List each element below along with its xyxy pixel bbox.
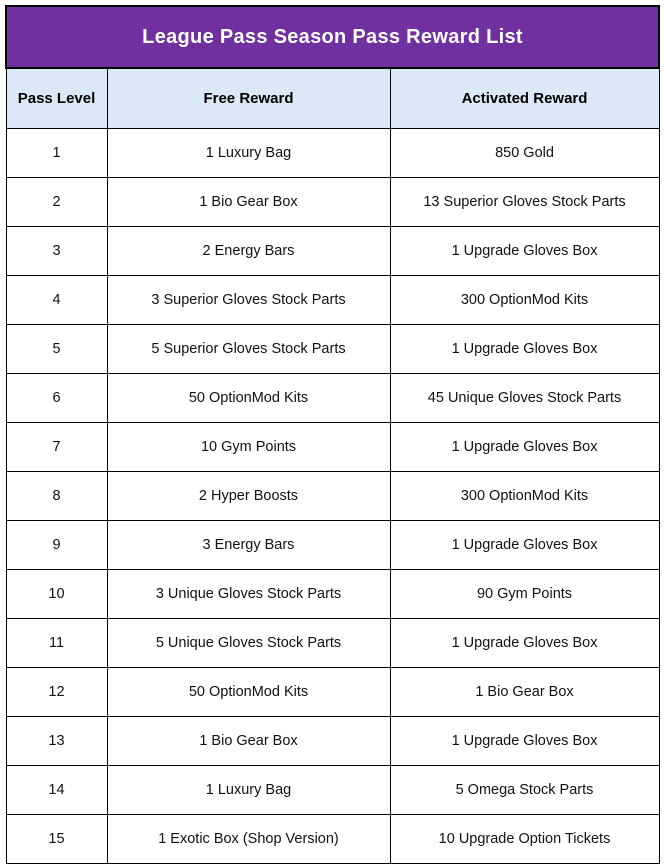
cell-free-reward: 2 Energy Bars (107, 227, 390, 276)
cell-pass-level: 1 (6, 129, 107, 178)
cell-activated-reward: 10 Upgrade Option Tickets (390, 815, 659, 864)
table-row (6, 178, 659, 227)
table-row (6, 325, 659, 374)
cell-activated-reward: 45 Unique Gloves Stock Parts (390, 374, 659, 423)
table-row (6, 570, 659, 619)
cell-pass-level: 15 (6, 815, 107, 864)
table-row (6, 129, 659, 178)
cell-pass-level: 5 (6, 325, 107, 374)
table-row (6, 766, 659, 815)
cell-activated-reward: 300 OptionMod Kits (390, 276, 659, 325)
cell-free-reward: 3 Unique Gloves Stock Parts (107, 570, 390, 619)
cell-free-reward: 10 Gym Points (107, 423, 390, 472)
cell-free-reward: 1 Luxury Bag (107, 129, 390, 178)
table-row (6, 521, 659, 570)
cell-free-reward: 1 Bio Gear Box (107, 717, 390, 766)
cell-free-reward: 50 OptionMod Kits (107, 374, 390, 423)
table-row (6, 619, 659, 668)
table-row (6, 276, 659, 325)
cell-activated-reward: 1 Upgrade Gloves Box (390, 717, 659, 766)
cell-pass-level: 9 (6, 521, 107, 570)
cell-free-reward: 5 Superior Gloves Stock Parts (107, 325, 390, 374)
header-activated-reward: Activated Reward (390, 68, 659, 129)
cell-pass-level: 12 (6, 668, 107, 717)
reward-table-container (5, 5, 658, 864)
cell-activated-reward: 1 Upgrade Gloves Box (390, 619, 659, 668)
cell-free-reward: 3 Energy Bars (107, 521, 390, 570)
table-row (6, 472, 659, 521)
cell-free-reward: 1 Bio Gear Box (107, 178, 390, 227)
cell-activated-reward: 1 Bio Gear Box (390, 668, 659, 717)
cell-pass-level: 13 (6, 717, 107, 766)
cell-pass-level: 4 (6, 276, 107, 325)
cell-activated-reward: 1 Upgrade Gloves Box (390, 325, 659, 374)
cell-free-reward: 3 Superior Gloves Stock Parts (107, 276, 390, 325)
cell-pass-level: 6 (6, 374, 107, 423)
cell-pass-level: 8 (6, 472, 107, 521)
cell-free-reward: 1 Luxury Bag (107, 766, 390, 815)
cell-activated-reward: 13 Superior Gloves Stock Parts (390, 178, 659, 227)
cell-free-reward: 50 OptionMod Kits (107, 668, 390, 717)
table-row (6, 423, 659, 472)
cell-activated-reward: 850 Gold (390, 129, 659, 178)
cell-pass-level: 3 (6, 227, 107, 276)
cell-pass-level: 10 (6, 570, 107, 619)
cell-activated-reward: 1 Upgrade Gloves Box (390, 227, 659, 276)
reward-table (5, 5, 660, 864)
title-row (6, 6, 659, 68)
table-title: League Pass Season Pass Reward List (6, 6, 659, 68)
cell-activated-reward: 5 Omega Stock Parts (390, 766, 659, 815)
table-row (6, 668, 659, 717)
cell-pass-level: 11 (6, 619, 107, 668)
header-pass-level: Pass Level (6, 68, 107, 129)
header-row (6, 68, 659, 129)
cell-free-reward: 2 Hyper Boosts (107, 472, 390, 521)
cell-pass-level: 2 (6, 178, 107, 227)
cell-free-reward: 1 Exotic Box (Shop Version) (107, 815, 390, 864)
table-row (6, 815, 659, 864)
cell-free-reward: 5 Unique Gloves Stock Parts (107, 619, 390, 668)
table-body (6, 129, 659, 864)
table-row (6, 227, 659, 276)
cell-activated-reward: 1 Upgrade Gloves Box (390, 423, 659, 472)
table-row (6, 717, 659, 766)
cell-pass-level: 14 (6, 766, 107, 815)
header-free-reward: Free Reward (107, 68, 390, 129)
cell-activated-reward: 1 Upgrade Gloves Box (390, 521, 659, 570)
table-row (6, 374, 659, 423)
cell-activated-reward: 90 Gym Points (390, 570, 659, 619)
cell-activated-reward: 300 OptionMod Kits (390, 472, 659, 521)
cell-pass-level: 7 (6, 423, 107, 472)
